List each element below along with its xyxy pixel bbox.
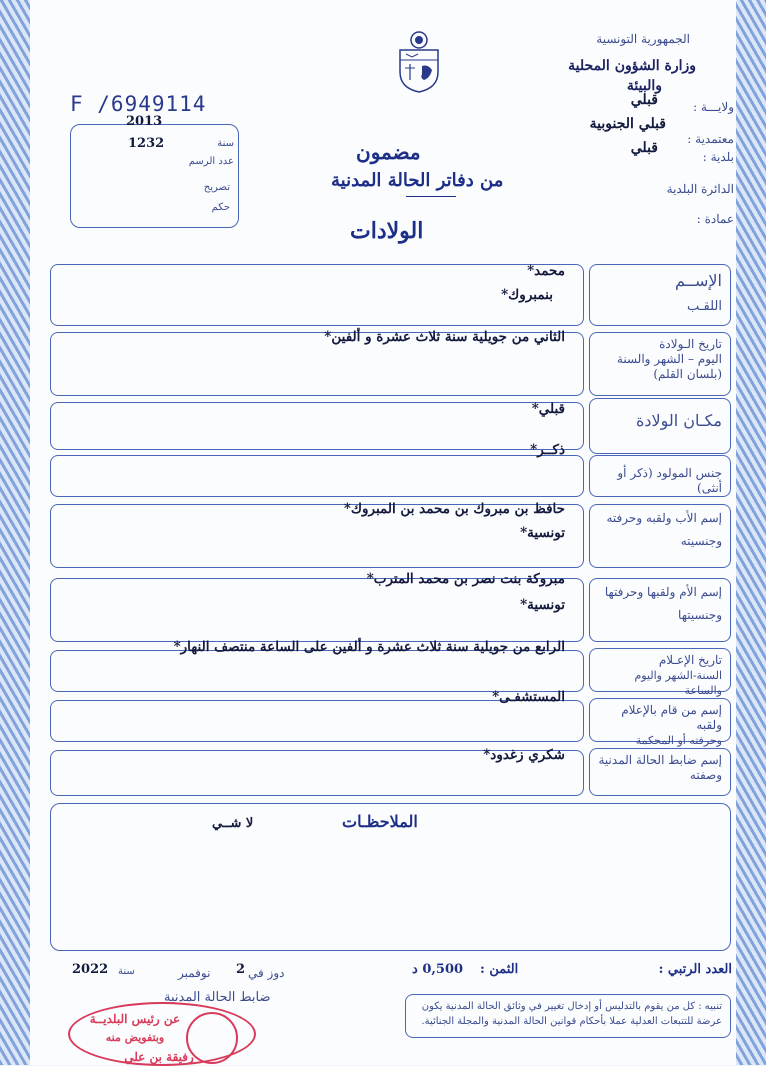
row-officer-label-box xyxy=(589,748,731,796)
notes-value: لا شــي xyxy=(212,816,254,831)
birth-date-note: (بلسان القلم) xyxy=(653,367,722,381)
legal-warning-text: تنبيه : كل من يقوم بالتدليس أو إدخال تغيير في وثائق الحالة المدنية يكون عرضة للتتبعات العدلية عملا بأحكام قوانين الحالة المدنية والمجلة الجنائية. xyxy=(421,1001,722,1027)
father-nationality-label: وجنسيته xyxy=(680,534,722,548)
district-label: الدائرة البلدية xyxy=(666,182,734,196)
judgment-label: حكم xyxy=(211,202,230,213)
sex-value: ذكــر* xyxy=(530,442,565,458)
row-sex-value-box xyxy=(50,442,584,497)
birth-date-sublabel: اليوم – الشهر والسنة xyxy=(616,352,722,366)
father-label: إسم الأب ولقبه وحرفته xyxy=(606,511,722,525)
declaration-label: تصريح xyxy=(203,182,230,193)
coat-of-arms-icon xyxy=(394,28,444,94)
date-day: 2 xyxy=(236,962,246,977)
imada-label: عمادة : xyxy=(696,212,734,226)
row-birthplace-value-box xyxy=(50,402,584,450)
last-name-label: اللقـب xyxy=(686,299,722,314)
register-number-label: عدد الرسم xyxy=(188,156,234,167)
sex-label: جنس المولود (ذكر أو أنثى) xyxy=(617,466,722,495)
last-name-value: بنمبروك* xyxy=(501,287,553,303)
father-nationality-value: تونسية* xyxy=(520,525,565,541)
row-mother-value-box xyxy=(50,571,584,642)
document-title-line2: من دفاتر الحالة المدنية xyxy=(331,170,504,191)
row-father-value-box xyxy=(50,501,584,568)
wilaya-value: قبلي xyxy=(630,92,658,108)
municipality-label: بلدية : xyxy=(702,150,734,164)
delegation-value: قبلي الجنوبية xyxy=(589,116,666,132)
ministry-name-line1: وزارة الشؤون المحلية xyxy=(568,58,696,74)
ministry-name-line2: والبيئة xyxy=(626,78,662,94)
register-year-value: 2013 xyxy=(126,114,163,129)
father-info-value: حافظ بن مبروك بن محمد بن المبروك* xyxy=(343,501,565,517)
declarant-value: المستشفـى* xyxy=(492,689,565,705)
mother-nationality-value: تونسية* xyxy=(520,597,565,613)
mother-info-value: مبروكة بنت نصر بن محمد المترب* xyxy=(366,571,565,587)
stamp-line1: عن رئيس البلديــة xyxy=(89,1012,181,1026)
municipality-value: قبلي xyxy=(630,140,658,156)
register-year-label: سنة xyxy=(217,138,234,149)
row-name-label-box xyxy=(589,264,731,326)
declaration-date-label: تاريخ الإعـلام xyxy=(658,653,722,667)
birth-place-label: مكـان الولادة xyxy=(635,411,722,430)
document-serial-number: F /6949114 xyxy=(70,92,207,116)
date-prefix: دوز في xyxy=(248,966,285,980)
birth-place-value: قبلي* xyxy=(531,401,565,417)
row-birthplace-label-box xyxy=(589,398,731,454)
row-declaration-date-label-box xyxy=(589,648,731,697)
row-declarant-value-box xyxy=(50,689,584,742)
row-officer-value-box xyxy=(50,747,584,796)
row-birthdate-label-box xyxy=(589,332,731,396)
order-number-label: العدد الرتبي : xyxy=(658,962,732,977)
notes-label: الملاحظـات xyxy=(342,812,418,831)
row-mother-label-box xyxy=(589,578,731,642)
birth-date-value: الثاني من جويلية سنة ثلاث عشرة و ألفين* xyxy=(324,329,565,345)
stamp-line2: وبتفويض منه xyxy=(105,1031,165,1044)
year-label: سنة xyxy=(118,966,135,977)
row-father-label-box xyxy=(589,504,731,568)
officer-label: إسم ضابط الحالة المدنية xyxy=(598,753,722,767)
price-label: الثمن : xyxy=(480,962,519,977)
document-title-line1: مضمون xyxy=(356,140,421,164)
legal-warning-box xyxy=(405,994,731,1038)
row-declarant-label-box xyxy=(589,698,731,747)
declaration-date-sublabel: السنة-الشهر واليوم والساعة xyxy=(634,669,722,697)
first-name-label: الإســم xyxy=(675,271,722,290)
declarant-label: إسم من قام بالإعلام ولقبه xyxy=(621,703,722,732)
stamp-line3: رفيقة بن علي xyxy=(124,1050,194,1064)
officer-value: شكري زغدود* xyxy=(483,747,565,763)
row-name-value-box xyxy=(50,264,584,326)
document-title-line3: الولادات xyxy=(350,218,424,244)
declarant-sublabel: وحرفته أو المحكمة xyxy=(635,734,722,747)
date-month: نوفمبر xyxy=(178,966,211,980)
mother-nationality-label: وجنسيتها xyxy=(678,608,722,622)
delegation-label: معتمدية : xyxy=(687,132,734,146)
title-underline xyxy=(406,196,456,197)
birth-date-label: تاريخ الـولادة xyxy=(659,337,722,351)
first-name-value: محمد* xyxy=(527,263,565,279)
row-declaration-date-value-box xyxy=(50,639,584,692)
officer-sublabel: وصفته xyxy=(689,768,722,782)
officer-signature-label: ضابط الحالة المدنية xyxy=(164,990,271,1005)
row-sex-label-box xyxy=(589,455,731,497)
republic-name: الجمهورية التونسية xyxy=(596,32,690,46)
row-birthdate-value-box xyxy=(50,329,584,396)
price-value: 0,500 د xyxy=(412,962,464,977)
register-number-value: 1232 xyxy=(128,136,165,151)
wilaya-label: ولايـــة : xyxy=(693,100,734,114)
year-value: 2022 xyxy=(72,962,109,977)
declaration-date-value: الرابع من جويلية سنة ثلاث عشرة و ألفين على الساعة منتصف النهار* xyxy=(173,639,565,655)
mother-label: إسم الأم ولقبها وحرفتها xyxy=(604,585,722,599)
